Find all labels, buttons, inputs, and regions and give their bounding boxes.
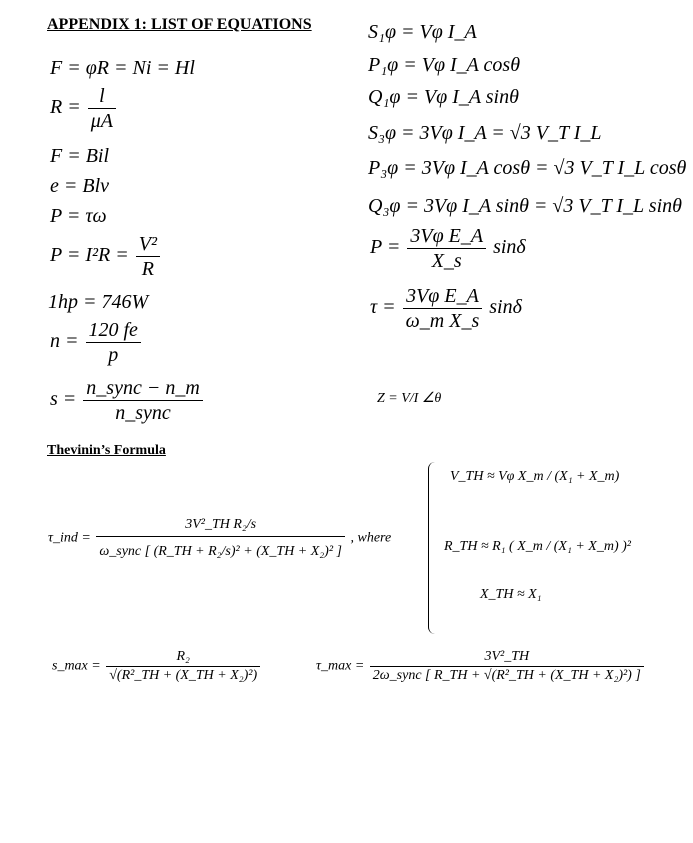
- equation-thevenin-resistance: R_TH ≈ R₁ ( X_m / (X₁ + X_m) )²: [444, 539, 631, 554]
- eq9-numerator: n_sync − n_m: [83, 378, 202, 401]
- eq6-denominator: R: [141, 258, 154, 280]
- tau-fraction: [403, 286, 483, 331]
- eq9-denominator: n_sync: [115, 402, 171, 424]
- equation-induced-torque-angle: [370, 286, 522, 331]
- eq6-lhs: P = I²R =: [50, 244, 129, 267]
- equation-power-torque: P = τω: [50, 205, 107, 227]
- equation-force-on-wire: F = Bil: [50, 145, 110, 167]
- eq6-fraction: [136, 234, 160, 279]
- eq8-lhs: n =: [50, 330, 79, 353]
- eq2-denominator: μA: [90, 110, 113, 132]
- eq9-fraction: [83, 378, 202, 423]
- equation-reactive-power-three-phase: Q₃φ = 3Vφ I_A sinθ = √3 V_T I_L sinθ: [368, 195, 682, 217]
- eq8-fraction: [86, 320, 141, 365]
- equation-impedance: Z = V/I ∠θ: [377, 391, 442, 406]
- smax-lhs: s_max =: [52, 658, 101, 674]
- tmax-lhs: τ_max =: [316, 658, 365, 674]
- p-denominator: X_s: [431, 250, 462, 272]
- smax-numerator: R₂: [106, 650, 260, 667]
- p-lhs: P =: [370, 236, 401, 259]
- eq2-numerator: l: [88, 86, 116, 109]
- equation-apparent-power-three-phase: S₃φ = 3Vφ I_A = √3 V_T I_L: [368, 122, 602, 144]
- equation-induced-voltage: e = Blv: [50, 175, 110, 197]
- equation-horsepower: 1hp = 746W: [48, 291, 149, 313]
- equation-power-angle: [370, 226, 526, 271]
- p-tail: sinδ: [493, 236, 526, 259]
- equation-reactive-power-single-phase: Q₁φ = Vφ I_A sinθ: [368, 86, 519, 108]
- equation-real-power-single-phase: P₁φ = Vφ I_A cosθ: [368, 54, 521, 76]
- tind-denominator: ω_sync [ (R_TH + R₂/s)² + (X_TH + X₂)² ]: [99, 544, 342, 559]
- equation-real-power-three-phase: P₃φ = 3Vφ I_A cosθ = √3 V_T I_L cosθ: [368, 157, 687, 179]
- section-heading-thevenin: Thevinin’s Formula: [47, 443, 166, 458]
- eq2-lhs: R =: [50, 96, 81, 119]
- eq9-lhs: s =: [50, 388, 77, 411]
- tau-denominator: ω_m X_s: [405, 310, 480, 332]
- tmax-numerator: 3V²_TH: [370, 650, 644, 667]
- eq8-denominator: p: [108, 344, 119, 366]
- equation-power-resistance: [50, 234, 162, 279]
- equation-slip: [50, 378, 205, 423]
- smax-denominator: √(R²_TH + (X_TH + X₂)²): [109, 668, 258, 683]
- tau-lhs: τ =: [370, 296, 396, 319]
- thevenin-brace: [428, 462, 435, 634]
- equation-induced-torque-thevenin: [48, 518, 391, 559]
- tau-tail: sinδ: [489, 296, 522, 319]
- smax-fraction: [106, 650, 260, 683]
- equation-thevenin-voltage: V_TH ≈ Vφ X_m / (X₁ + X_m): [450, 469, 620, 484]
- equation-apparent-power-single-phase: S₁φ = Vφ I_A: [368, 21, 477, 43]
- tind-fraction: [96, 518, 345, 559]
- page-title: APPENDIX 1: LIST OF EQUATIONS: [47, 16, 312, 33]
- tind-numerator: 3V²_TH R₂/s: [96, 518, 345, 537]
- tind-where: , where: [350, 530, 392, 546]
- equation-reluctance: [50, 86, 118, 131]
- eq8-numerator: 120 fe: [86, 320, 141, 343]
- equation-synchronous-speed: [50, 320, 143, 365]
- equation-thevenin-reactance: X_TH ≈ X₁: [480, 587, 542, 602]
- p-fraction: [407, 226, 486, 271]
- p-numerator: 3Vφ E_A: [407, 226, 486, 249]
- equation-torque-max: [316, 650, 646, 683]
- tmax-denominator: 2ω_sync [ R_TH + √(R²_TH + (X_TH + X₂)²) ]: [372, 668, 641, 683]
- equation-magnetomotive-force: F = φR = Ni = Hl: [50, 57, 195, 79]
- tmax-fraction: [370, 650, 644, 683]
- equation-slip-max: [52, 650, 262, 683]
- tind-lhs: τ_ind =: [48, 530, 91, 546]
- eq2-fraction: [88, 86, 116, 131]
- tau-numerator: 3Vφ E_A: [403, 286, 483, 309]
- eq6-numerator: V²: [136, 234, 160, 257]
